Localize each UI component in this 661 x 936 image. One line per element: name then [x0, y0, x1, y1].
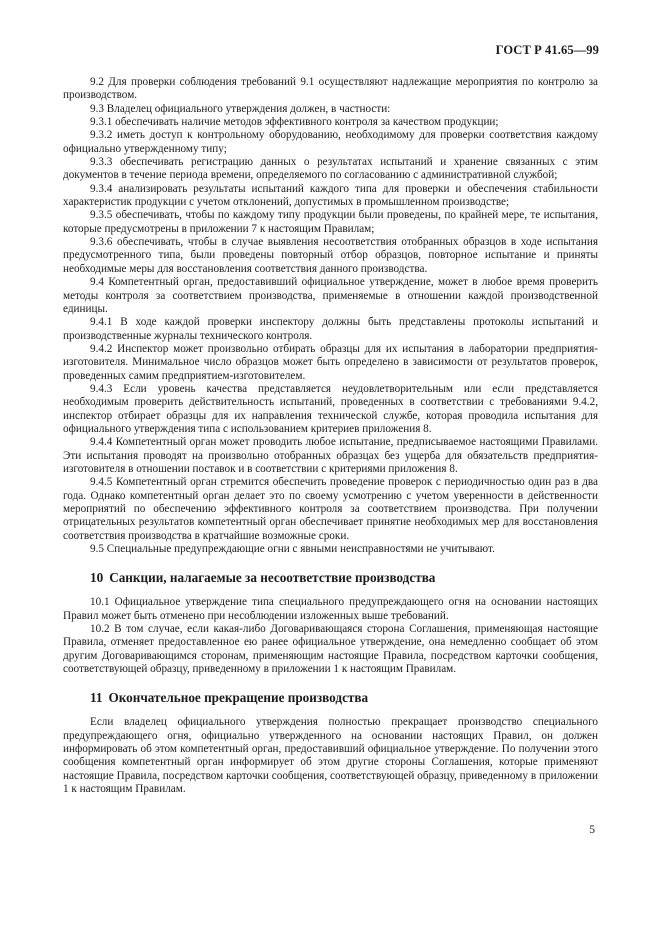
paragraph-9-2: 9.2 Для проверки соблюдения требований 9.1 осуществляют надлежащие мероприятия по контролю за производством. [63, 76, 598, 102]
section-10-number: 10 [90, 570, 104, 586]
paragraph-9-3-5: 9.3.5 обеспечивать, чтобы по каждому типу продукции были проведены, по крайней мере, те испытания, которые предусмотрены в приложении 7 к настоящим Правилам; [63, 209, 598, 235]
section-10-block [63, 596, 598, 676]
paragraph-11: Если владелец официального утверждения полностью прекращает производство специального предупреждающего огня, официально утвержденного на основании настоящих Правил, он должен информировать об этом компетентный орган, предоставивший официальное утверждение. По получении этого сообщения компетентный орган информирует об этом другие стороны Соглашения, которые применяют настоящие Правила, посредством карточки сообщения, соответствующей образцу, приведенному в приложении 1 к настоящим Правилам. [63, 716, 598, 796]
paragraph-9-3-3: 9.3.3 обеспечивать регистрацию данных о результатах испытаний и хранение связанных с этим документов в течение периода времени, определяемого по согласованию с административной службой; [63, 156, 598, 182]
section-9-block [63, 76, 598, 556]
paragraph-9-4-3: 9.4.3 Если уровень качества представляется неудовлетворительным или если представляется необходимым проверить действительность испытаний, проведенных в соответствии с требованиями 9.4.2, инспектор отбирает образцы для их направления технической службе, которая проводила испытания для официального утверждения типа с использованием критериев приложения 8. [63, 382, 598, 435]
paragraph-9-5: 9.5 Специальные предупреждающие огни с явными неисправностями не учитывают. [90, 543, 495, 556]
section-10-heading [63, 570, 598, 586]
document-code-header: ГОСТ Р 41.65—99 [495, 43, 599, 57]
paragraph-9-3: 9.3 Владелец официального утверждения должен, в частности: [90, 102, 391, 115]
section-11-title: Окончательное прекращение производства [108, 690, 369, 706]
paragraph-9-4-1: 9.4.1 В ходе каждой проверки инспектору должны быть представлены протоколы испытаний и производственные журналы технического контроля. [63, 316, 598, 342]
paragraph-9-4: 9.4 Компетентный орган, предоставивший официальное утверждение, может в любое время проверить методы контроля за соответствием производства, применяемые в отношении каждой производственной единицы. [63, 276, 598, 315]
section-11-block [63, 716, 598, 796]
paragraph-9-4-4: 9.4.4 Компетентный орган может проводить любое испытание, предписываемое настоящими Правилами. Эти испытания проводят на произвольно отобранных образцах без ущерба для обязательств предприятия-изготовителя в отношении поставок и в соответствии с критериями приложения 8. [63, 436, 598, 475]
paragraph-9-3-1: 9.3.1 обеспечивать наличие методов эффективного контроля за качеством продукции; [90, 116, 499, 129]
document-body [63, 76, 598, 797]
paragraph-9-4-5: 9.4.5 Компетентный орган стремится обеспечить проведение проверок с периодичностью один раз в два года. Однако компетентный орган делает это по своему усмотрению с учетом уверенности в действенности мероприятий по обеспечению эффективного контроля за соответствием производства. При получении отрицательных результатов компетентный орган обеспечивает принятие необходимых мер для восстановления соответствия производства в кратчайшие возможные сроки. [63, 476, 598, 542]
section-11-number: 11 [90, 690, 103, 706]
section-11-heading [63, 690, 598, 706]
paragraph-9-3-2: 9.3.2 иметь доступ к контрольному оборудованию, необходимому для проверки соответствия каждому официально утвержденному типу; [63, 129, 598, 155]
paragraph-10-2: 10.2 В том случае, если какая-либо Договаривающаяся сторона Соглашения, применяющая настоящие Правила, отменяет предоставленное ею ранее официальное утверждение, она немедленно сообщает об этом другим Договаривающимся сторонам, применяющим настоящие Правила, посредством карточки сообщения, соответствующей образцу, приведенному в приложении 1 к настоящим Правилам. [63, 623, 598, 676]
paragraph-9-4-2: 9.4.2 Инспектор может произвольно отбирать образцы для их испытания в лаборатории предприятия-изготовителя. Минимальное число образцов может быть определено в зависимости от результатов проверок, проведенных самим предприятием-изготовителем. [63, 342, 598, 382]
section-10-title: Санкции, налагаемые за несоответствие производства [109, 570, 436, 586]
paragraph-9-3-4: 9.3.4 анализировать результаты испытаний каждого типа для проверки и обеспечения стабильности характеристик продукции с учетом отклонений, допустимых в промышленном производстве; [63, 182, 598, 209]
page-number: 5 [589, 824, 595, 836]
paragraph-9-3-6: 9.3.6 обеспечивать, чтобы в случае выявления несоответствия отобранных образцов в ходе испытания предусмотренного типа, были проведены повторный отбор образцов, повторное испытание и приняты необходимые меры для восстановления соответствия данного производства. [63, 236, 598, 275]
paragraph-10-1: 10.1 Официальное утверждение типа специального предупреждающего огня на основании настоящих Правил может быть отменено при несоблюдении изложенных выше требований. [63, 596, 598, 622]
